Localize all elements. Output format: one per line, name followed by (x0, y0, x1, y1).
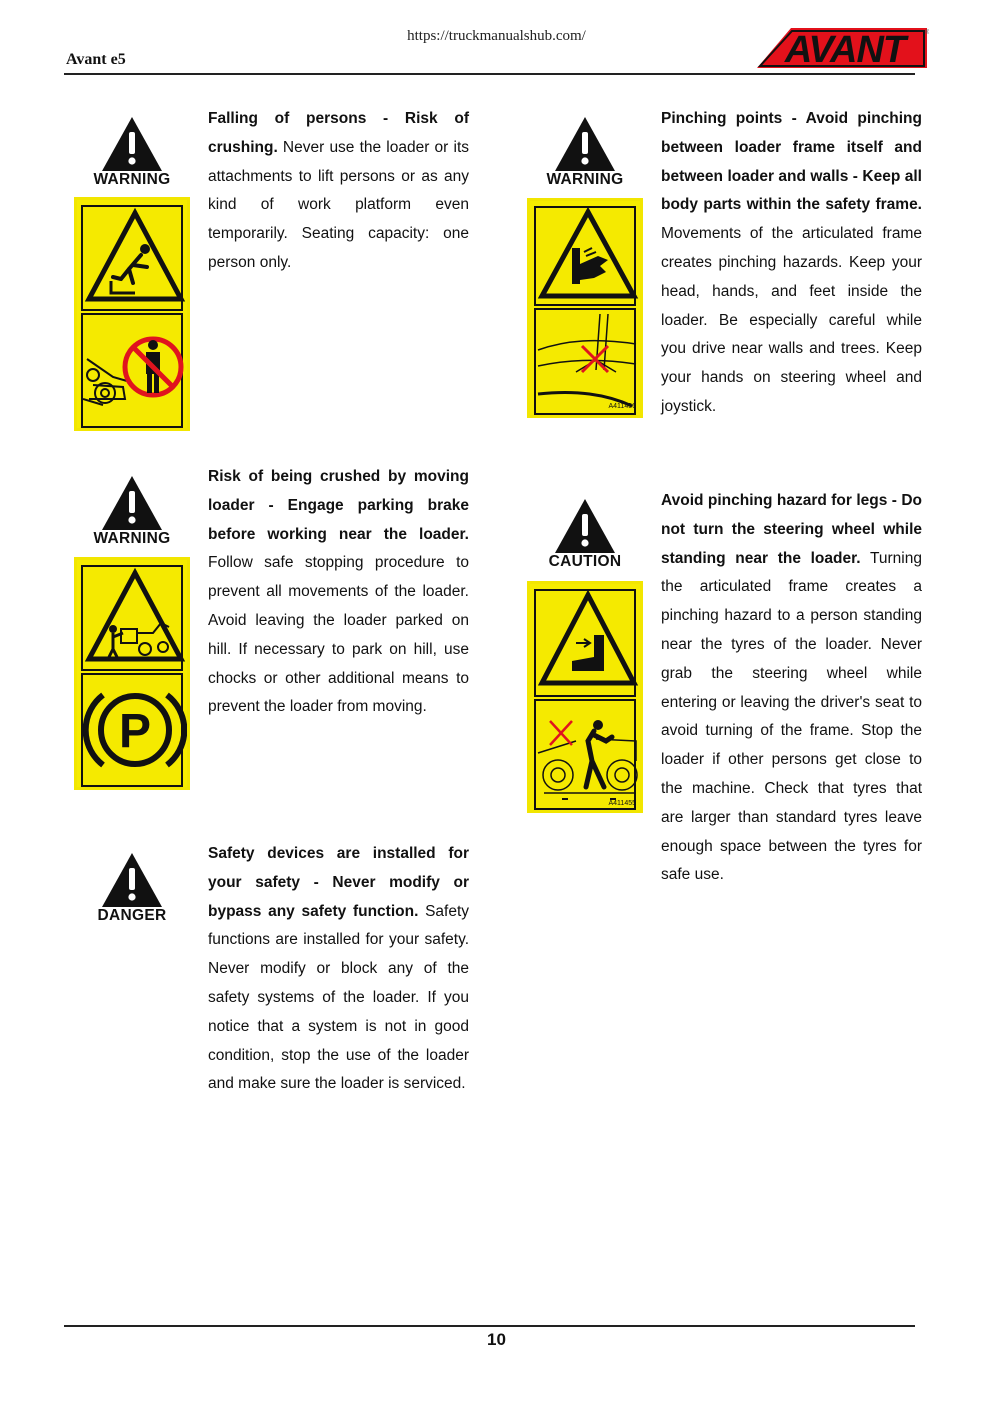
warning-triangle-icon (100, 474, 164, 532)
avant-logo (757, 26, 929, 70)
warning-sign-3 (527, 115, 643, 189)
section-parking-text (208, 463, 469, 722)
safety-decal-pinching (527, 198, 643, 418)
section-pinching-text (661, 105, 922, 422)
caution-sign (527, 497, 643, 571)
svg-text:®: ® (925, 30, 929, 36)
decal-code: A411455 (608, 800, 636, 807)
section-falling-text (208, 105, 469, 278)
signal-word: WARNING (93, 530, 171, 547)
page-number: 10 (487, 1330, 506, 1349)
section-body: Safety functions are installed for your safety. Never modify or block any of the safety systems of the loader. If you notice that a system is not in good condition, stop the use of the loader and make sure the loader is serviced. (208, 902, 470, 1093)
warning-triangle-icon (553, 115, 617, 173)
section-heading: Avoid pinching hazard for legs - Do not turn the steering wheel while standing near the loader. (661, 492, 922, 567)
loader-frame-icon (534, 308, 636, 415)
section-body: Never use the loader or its attachments to lift persons or as any kind of work platform even temporarily. Seating capacity: one person only. (208, 138, 469, 271)
svg-text:AVANT: AVANT (784, 29, 906, 70)
pinch-hand-icon (534, 206, 636, 306)
section-heading: Falling of persons - Risk of crushing. (208, 110, 469, 156)
signal-word: WARNING (546, 171, 624, 188)
warning-triangle-icon (100, 115, 164, 173)
safety-decal-falling (74, 197, 190, 431)
signal-word: CAUTION (548, 553, 622, 570)
model-name: Avant e5 (66, 51, 126, 68)
section-body: Follow safe stopping procedure to prevent all movements of the loader. Avoid leaving the loader parked on hill. If necessary to park on hill, use chocks or other additional means to prevent the loader from moving. (208, 554, 469, 716)
section-safety-devices-text (208, 840, 469, 1099)
footer-rule (64, 1325, 915, 1327)
section-body: Movements of the articulated frame creates pinching hazards. Keep your head, hands, and feet inside the loader. Be especially careful while you drive near walls and trees. Keep your hands on steering wheel and joystick. (661, 225, 922, 415)
crushed-by-loader-icon (81, 565, 183, 671)
safety-decal-legs (527, 581, 643, 813)
pinch-legs-loader-icon (534, 699, 636, 810)
falling-person-icon (81, 205, 183, 311)
header-rule (64, 73, 915, 75)
danger-sign (74, 851, 190, 925)
signal-word: DANGER (97, 907, 167, 924)
section-legs-text (661, 487, 922, 890)
source-url: https://truckmanualshub.com/ (407, 28, 586, 44)
no-person-lifting-icon (81, 313, 183, 428)
svg-text:P: P (118, 705, 152, 758)
parking-brake-icon (81, 673, 183, 787)
safety-decal-parking (74, 557, 190, 790)
section-heading: Safety devices are installed for your safety - Never modify or bypass any safety function. (208, 845, 469, 920)
warning-sign-2 (74, 474, 190, 548)
decal-code: A411456 (608, 403, 636, 410)
section-body: Turning the articulated frame creates a pinching hazard to a person standing near the tyres of the loader. Never grab the steering wheel while entering or leaving the driver's seat to avoid turning of the frame. Stop the loader if other persons get close to the machine. Check that tyres that are larger than standard tyres leave enough space between the tyres for safe use. (661, 549, 922, 884)
section-heading: Risk of being crushed by moving loader - Engage parking brake before working near the loader. (208, 468, 469, 543)
pinch-boot-icon (534, 589, 636, 697)
danger-triangle-icon (100, 851, 164, 909)
signal-word: WARNING (93, 171, 171, 188)
warning-sign-1 (74, 115, 190, 189)
section-heading: Pinching points - Avoid pinching between loader frame itself and between loader and walls - Keep all body parts within the safety frame. (661, 110, 922, 214)
caution-triangle-icon (553, 497, 617, 555)
